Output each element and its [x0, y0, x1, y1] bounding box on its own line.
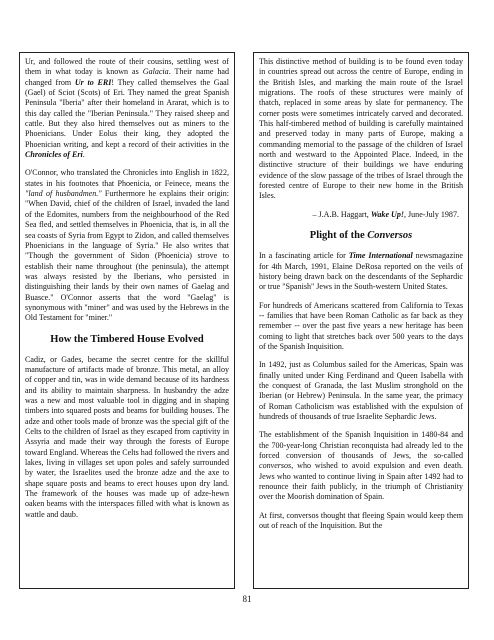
section-heading: How the Timbered House Evolved	[50, 333, 204, 345]
paragraph	[259, 251, 463, 292]
emphasis: Galacia	[142, 67, 169, 77]
emphasis: "land of husbandmen."	[25, 189, 102, 199]
section-heading	[259, 230, 463, 241]
attribution	[259, 210, 459, 220]
text-run: .	[82, 150, 85, 160]
paragraph: This distinctive method of building is to be found even today in countries spread out across the centre of Europe, ending in the British Isles, and marking the main route of the Israel migrations. The roofs of these structures were mainly of thatch, replaced in some areas by slate for permanency. The corner posts were sometimes intricately carved and decorated. This half-timbered method of building is carefully maintained and preserved today in many parts of Europe, making a commanding memorial to the passage of the children of Israel north and westward to the Appointed Place. Indeed, in the distinctive structure of their buildings we have enduring evidence of the slow passage of the tribes of Israel through the forested centre of Europe to their new home in the British Isles.	[259, 57, 463, 201]
text-run: ! They called themselves the Gaal (Gael) of Sciot (Scots) of Eri. They named the great Spanish Peninsula "Iberia" after their homeland in Ararat, which is to this day called the "Iberian Peninsula." They raised sheep and cattle. But they also hired themselves out as miners to the Phoenicians. Under Eolus their king, they adopted the Phoenician writing, and kept a record of their activities in the	[25, 77, 229, 149]
page-number: 81	[242, 594, 252, 604]
text-run: . Their name had changed from	[25, 67, 229, 87]
paragraph: At first, conversos thought that fleeing Spain would keep them out of reach of the Inquisition. But the	[259, 510, 463, 531]
text-run: – J.A.B. Haggart,	[312, 209, 371, 219]
text-run: O'Connor, who translated the Chronicles into English in 1822, states in his footnotes that Phoenicia, or Feinece, means the	[25, 168, 229, 188]
text-run: , who wished to avoid expulsion and even death. Jews who wanted to continue living in Spain after 1492 had to renounce their faith publicly, in the triumph of Christianity over the Moorish domination of Spain.	[259, 461, 463, 502]
emphasis: conversos	[259, 461, 292, 471]
publication-title: Time International	[348, 251, 413, 261]
paragraph	[25, 168, 229, 323]
text-run: , June-July 1987.	[404, 209, 459, 219]
text-run: Furthermore he explains their origin: "When David, chief of the children of Israel, invaded the land of the Edomites, numbers from the neighbourhood of the Red Sea fled, and settled themselves in Phoenicia, that is, in all the sea coasts of Syria from Egypt to Zidon, and called themselves Phoenicians in the language of Syria." He also writes that "Though the government of Sidon (Phoenicia) strove to establish their name throughout (the peninsula), the attempt was always resisted by the Iberians, who persisted in distinguishing their lands by their own names of Gaelag and Buasce." O'Connor asserts that the word "Gaelag" is synonymous with "miner" and was used by the Hebrews in the Old Testament for "miner."	[25, 189, 229, 323]
paragraph: Cadiz, or Gades, became the secret centre for the skillful manufacture of artifacts made of bronze. This metal, an alloy of copper and tin, was in wide demand because of its hardness and its ability to maintain sharpness. In husbandry the adze was a new and most valuable tool in digging and in shaping timbers into squared posts and beams for building houses. The adze and other tools made of bronze was the special gift of the Celts to the children of Israel as they escaped from captivity in Assyria and made their way through the forests of Europe toward England. Whereas the Celts had followed the rivers and lakes, living in villages set upon poles and safely surrounded by water, the Israelites used the bronze adze and the axe to shape square posts and beams to erect houses upon dry land. The framework of the houses was made up of adze-hewn oaken beams with the interspaces filled with what is known as wattle and daub.	[25, 354, 229, 519]
paragraph: In 1492, just as Columbus sailed for the Americas, Spain was finally united under King Ferdinand and Queen Isabella with the conquest of Granada, the last Muslim stronghold on the Iberian (or Hebrew) Peninsula. In the same year, the primacy of Roman Catholicism was established with the expulsion of hundreds of thousands of true Israelite Sephardic Jews.	[259, 360, 463, 421]
paragraph	[259, 430, 463, 502]
paragraph	[25, 57, 229, 160]
paragraph: For hundreds of Americans scattered from California to Texas -- families that have been Roman Catholic as far back as they remember -- over the past five years a new heritage has been coming to light that stretches back over 500 years to the days of the Spanish Inquisition.	[259, 300, 463, 351]
text-run: newsmagazine for 4th March, 1991, Elaine DeRosa reported on the veils of history being drawn back on the descendants of the Sephardic or true "Spanish" Jews in the South-western United States.	[259, 251, 463, 292]
emphasis: Ur to ERI	[74, 77, 112, 87]
right-column	[253, 52, 469, 589]
book-title: Chronicles of Eri	[25, 150, 83, 160]
text-run: The establishment of the Spanish Inquisition in 1480-84 and the 700-year-long Christian reconquista had already led to the forced conversion of thousands of Jews, the so-called	[259, 430, 463, 460]
text-run: Plight of the	[309, 230, 368, 242]
left-column	[19, 52, 235, 589]
text-run: In a fascinating article for	[259, 251, 349, 261]
publication-title: Wake Up!	[370, 209, 404, 219]
text-run: Ur, and followed the route of their cousins, settling west of them in what today is known as	[25, 57, 229, 77]
emphasis: Conversos	[367, 230, 413, 242]
